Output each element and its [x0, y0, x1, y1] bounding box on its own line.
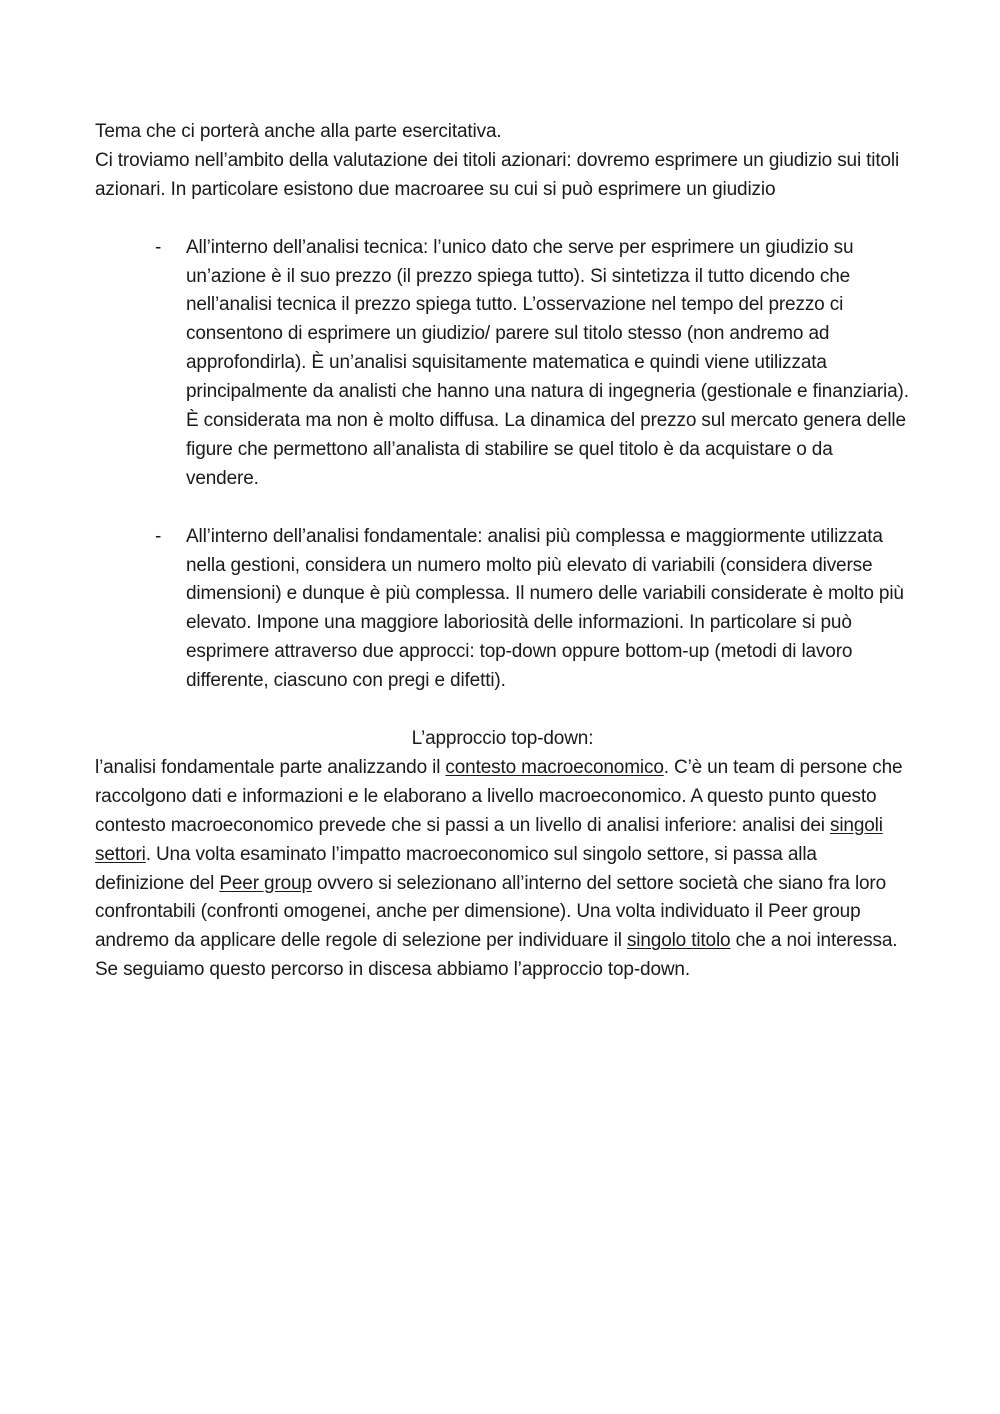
spacer	[95, 205, 910, 234]
spacer	[95, 494, 910, 523]
intro-paragraph: Ci troviamo nell’ambito della valutazione dei titoli azionari: dovremo esprimere un giudizio sui titoli azionari. In particolare esistono due macroaree su cui si può esprimere un giudizio	[95, 149, 900, 200]
underlined-term: singoli settori	[95, 814, 883, 865]
bullet-text: All’interno dell’analisi tecnica: l’unico dato che serve per esprimere un giudizio su un’azione è il suo prezzo (il prezzo spiega tutto). Si sintetizza il tutto dicendo che nell’analisi tecnica il prezzo spiega tutto. L’osservazione nel tempo del prezzo ci consentono di esprimere un giudizio/ parere sul titolo stesso (non andremo ad approfondirla). È un’analisi squisitamente matematica e quindi viene utilizzata principalmente da analisti che hanno una natura di ingegneria (gestionale e finanziaria). È considerata ma non è molto diffusa. La dinamica del prezzo sul mercato genera delle figure che permettono all’analista di stabilire se quel titolo è da acquistare o da vendere.	[186, 236, 909, 489]
bullet-analisi-fondamentale	[95, 523, 910, 696]
text-run: l’analisi fondamentale parte analizzando il	[95, 756, 446, 778]
document-page	[95, 118, 910, 985]
underlined-term: singolo titolo	[626, 930, 731, 952]
topdown-paragraph	[95, 754, 910, 985]
text-run: che a noi interessa. Se seguiamo questo percorso in discesa abbiamo l’approccio top-down.	[95, 930, 898, 981]
text-run: ovvero si selezionano all’interno del settore società che siano fra loro confrontabili (confronti omogenei, anche per dimensione). Una volta individuato il Peer group andremo da applicare delle regole di selezione per individuare il	[95, 872, 887, 952]
bullet-analisi-tecnica	[95, 234, 910, 494]
bullet-text: All’interno dell’analisi fondamentale: analisi più complessa e maggiormente utilizzata nella gestioni, considera un numero molto più elevato di variabili (considera diverse dimensioni) e dunque è più complessa. Il numero delle variabili considerate è molto più elevato. Impone una maggiore laboriosità delle informazioni. In particolare si può esprimere attraverso due approcci: top-down oppure bottom-up (metodi di lavoro differente, ciascuno con pregi e difetti).	[186, 525, 904, 692]
text-run: . Una volta esaminato l’impatto macroeconomico sul singolo settore, si passa alla definizione del	[95, 843, 817, 894]
bullet-marker: -	[155, 525, 162, 547]
section-title: L’approccio top-down:	[411, 727, 594, 749]
underlined-term: Peer group	[219, 872, 312, 894]
text-run: . C’è un team di persone che raccolgono dati e informazioni e le elaborano a livello macroeconomico. A questo punto questo contesto macroeconomico prevede che si passi a un livello di analisi inferiore: analisi dei	[95, 756, 903, 836]
spacer	[95, 696, 910, 725]
intro-line-1: Tema che ci porterà anche alla parte esercitativa.	[95, 121, 502, 142]
bullet-marker: -	[155, 236, 162, 258]
underlined-term: contesto macroeconomico	[445, 756, 664, 778]
